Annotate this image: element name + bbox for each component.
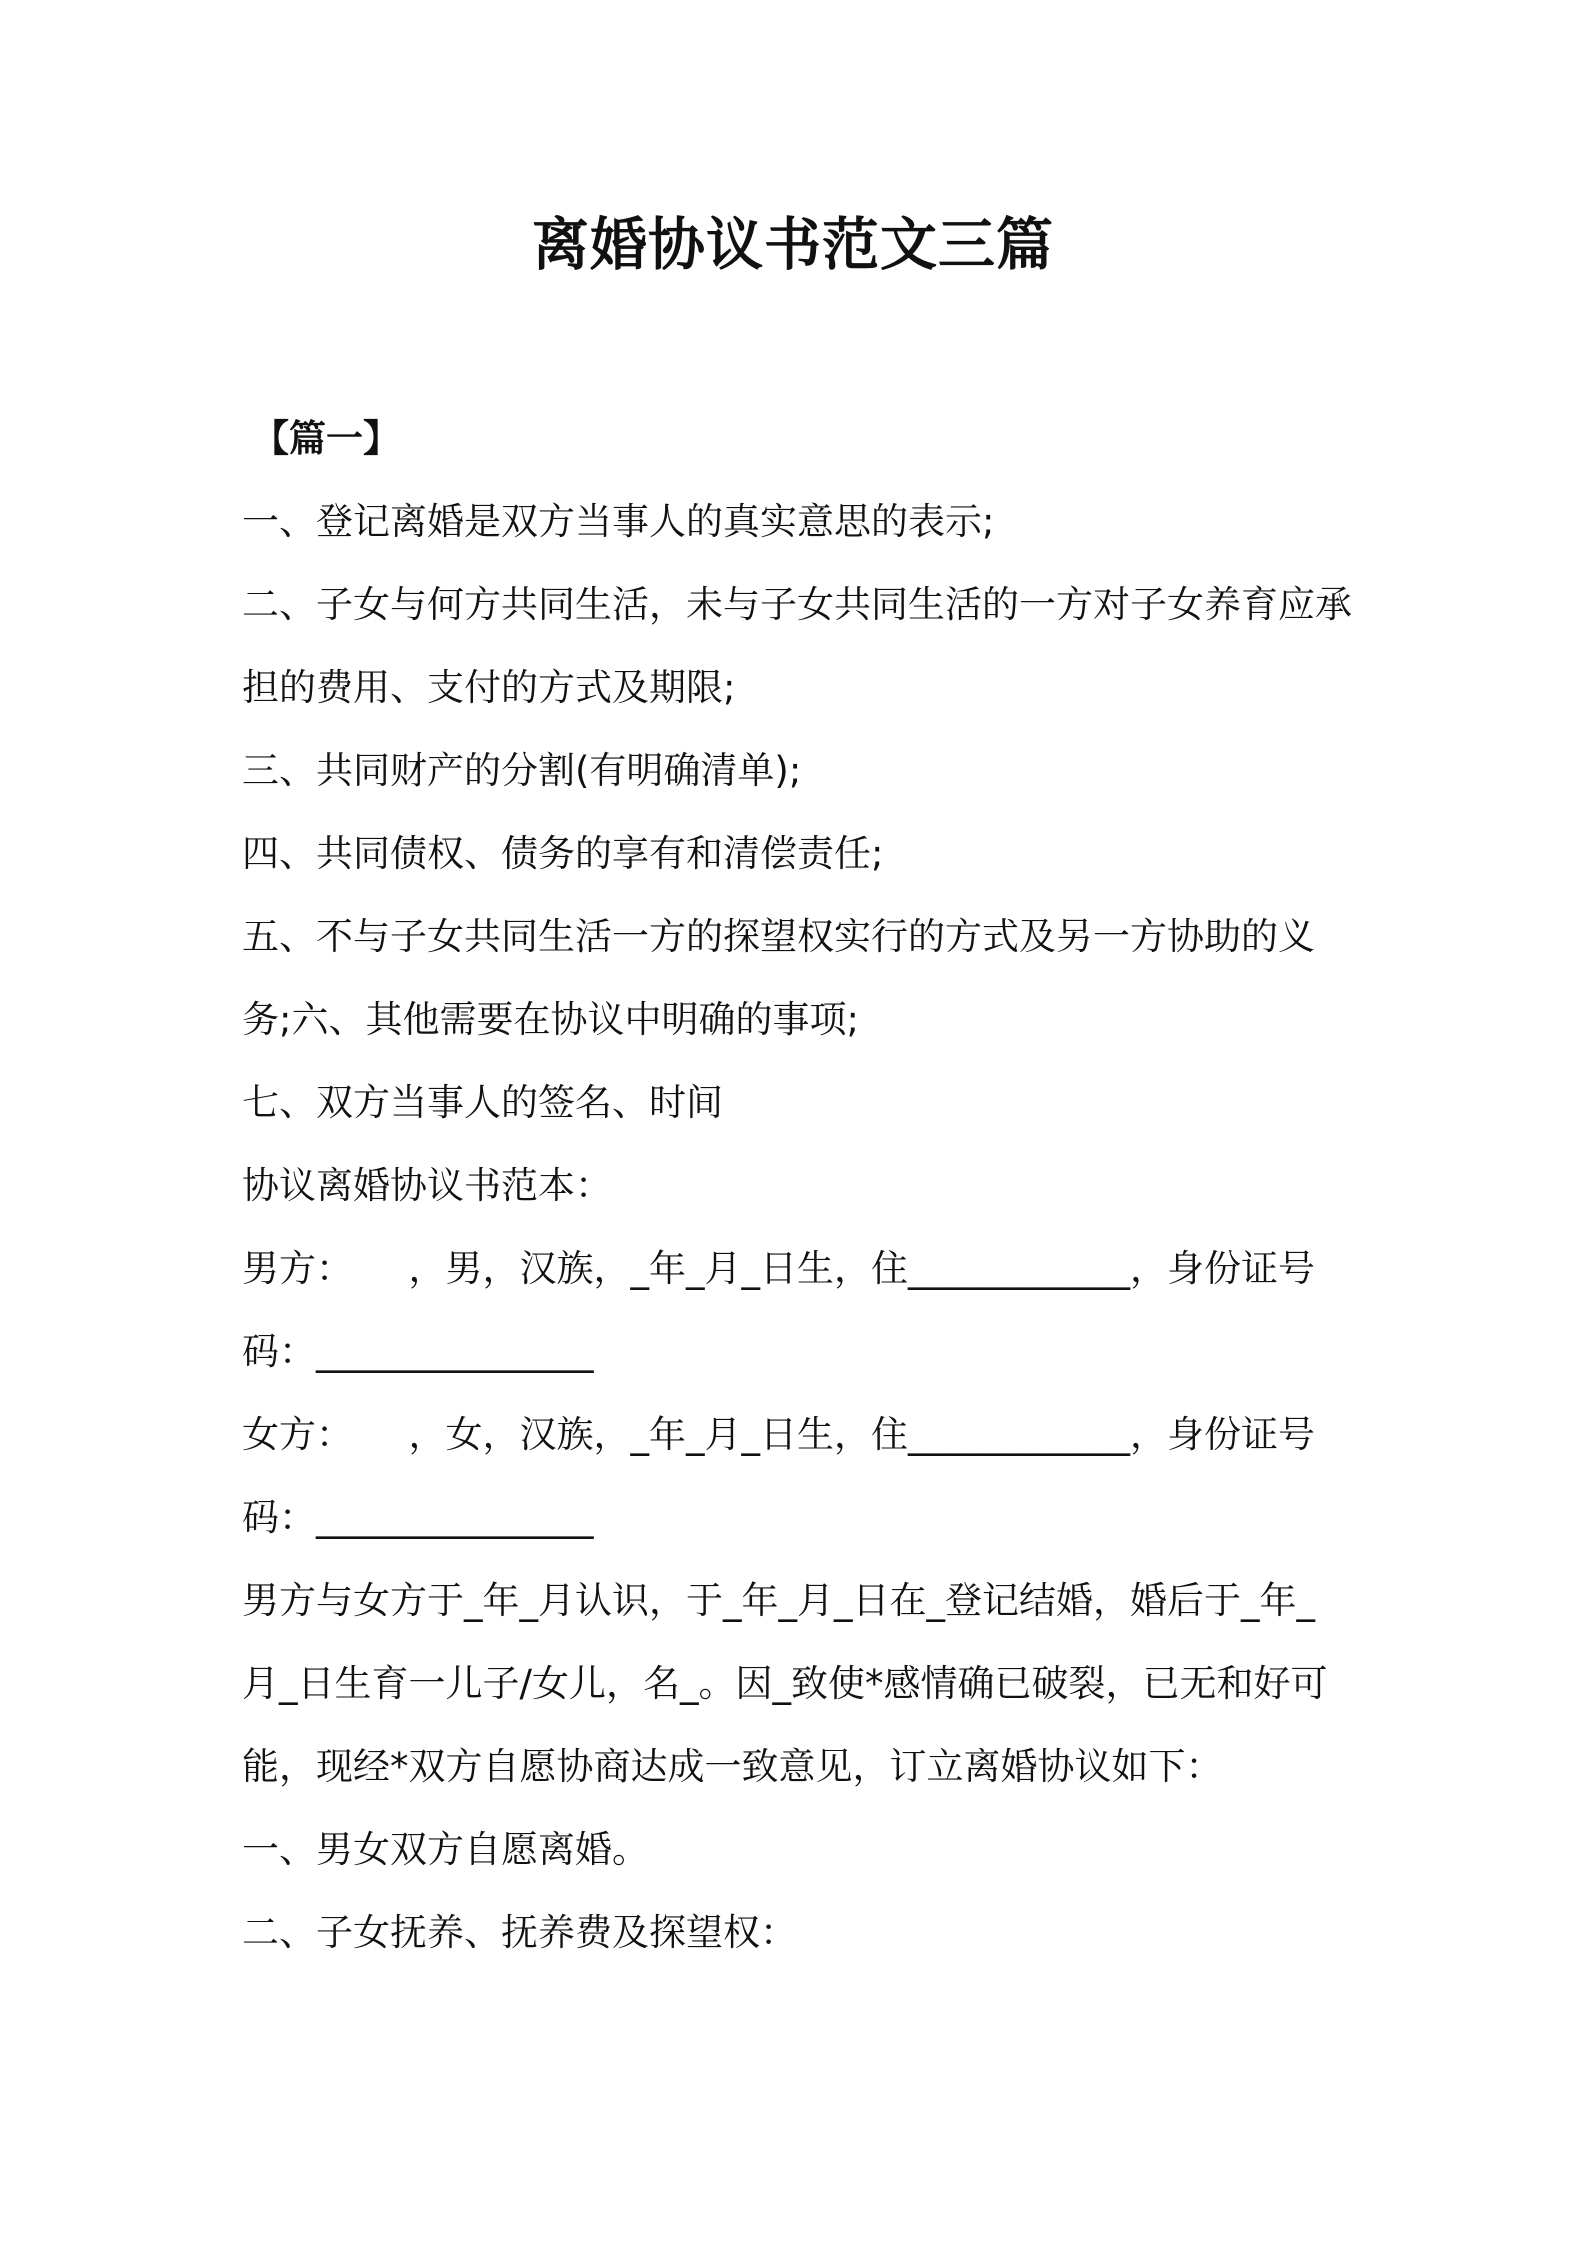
text-line: 能，现经*双方自愿协商达成一致意见，订立离婚协议如下： (242, 1745, 1223, 1788)
text-line: 五、不与子女共同生活一方的探望权实行的方式及另一方协助的义 (242, 915, 1315, 958)
section-heading: 【篇一】 (252, 417, 400, 460)
text-line: 一、登记离婚是双方当事人的真实意思的表示; (242, 500, 995, 543)
text-line: 女方： ，女，汉族，_年_月_日生，住____________，身份证号 (242, 1413, 1315, 1456)
text-line: 男方： ，男，汉族，_年_月_日生，住____________，身份证号 (242, 1247, 1315, 1290)
text-line: 担的费用、支付的方式及期限; (242, 666, 736, 709)
text-line: 二、子女抚养、抚养费及探望权： (242, 1911, 797, 1954)
text-line: 七、双方当事人的签名、时间 (242, 1081, 723, 1124)
text-line: 码：_______________ (242, 1496, 594, 1539)
text-line: 三、共同财产的分割(有明确清单); (242, 749, 802, 792)
text-line: 四、共同债权、债务的享有和清偿责任; (242, 832, 884, 875)
text-line: 月_日生育一儿子/女儿，名_。因_致使*感情确已破裂，已无和好可 (242, 1662, 1328, 1705)
document-title: 离婚协议书范文三篇 (532, 212, 1054, 278)
text-line: 二、子女与何方共同生活，未与子女共同生活的一方对子女养育应承 (242, 583, 1352, 626)
text-line: 男方与女方于_年_月认识，于_年_月_日在_登记结婚，婚后于_年_ (242, 1579, 1315, 1622)
text-line: 务;六、其他需要在协议中明确的事项; (242, 998, 859, 1041)
text-line: 一、男女双方自愿离婚。 (242, 1828, 649, 1871)
text-line: 码：_______________ (242, 1330, 594, 1373)
text-line: 协议离婚协议书范本： (242, 1164, 612, 1207)
document-body (242, 397, 1362, 1974)
